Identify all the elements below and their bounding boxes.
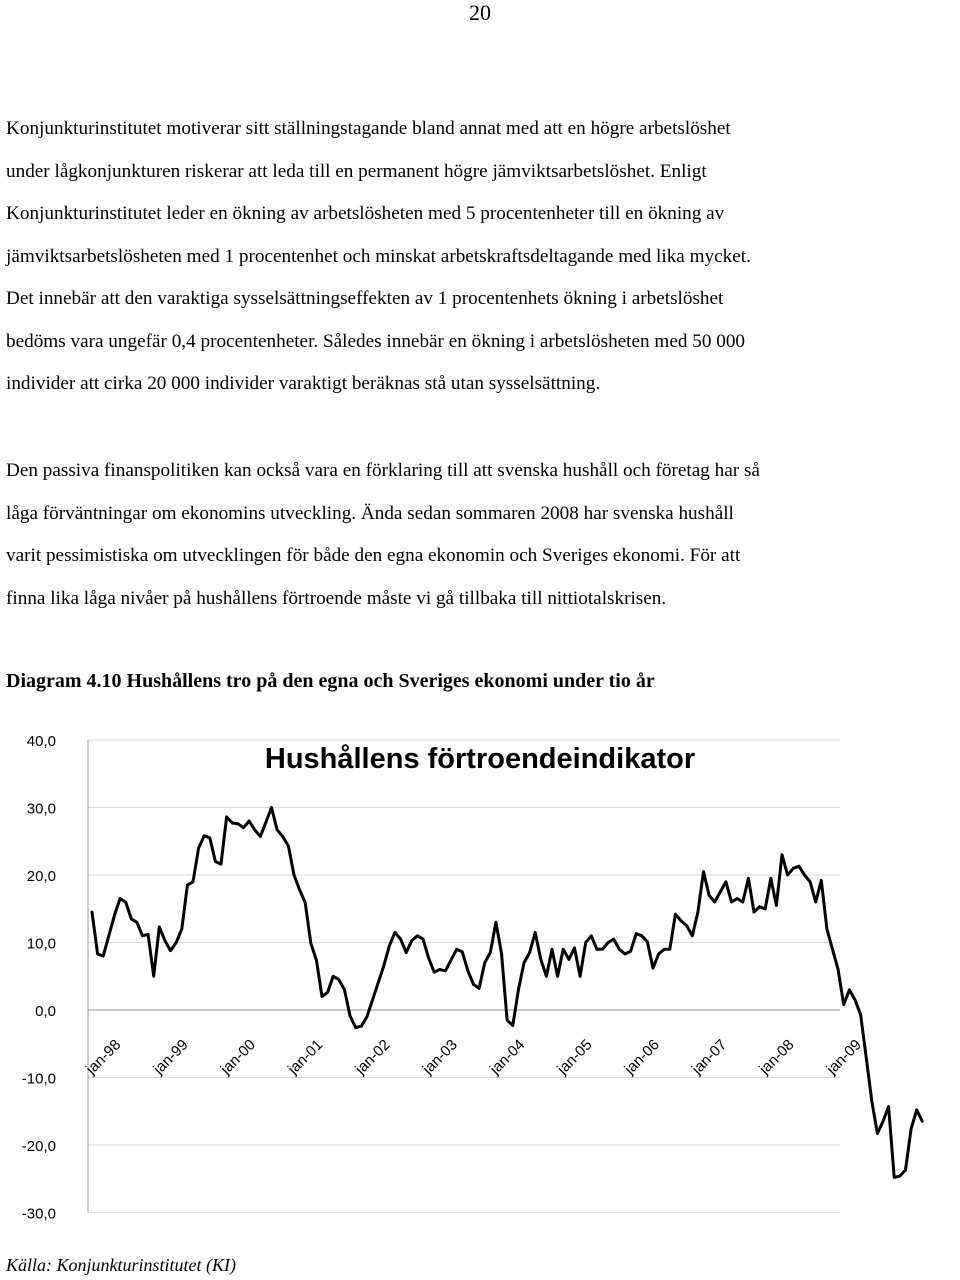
paragraph-line: Den passiva finanspolitiken kan också vara en förklaring till att svenska hushåll och företag har så [6, 460, 760, 481]
x-tick-label: jan-08 [756, 1036, 798, 1078]
source-note: Källa: Konjunkturinstitutet (KI) [6, 1255, 236, 1275]
paragraph-line: Konjunkturinstitutet motiverar sitt ställningstagande bland annat med att en högre arbetslöshet [6, 118, 731, 139]
paragraph-line: Det innebär att den varaktiga sysselsättningseffekten av 1 procentenhets ökning i arbetslöshet [6, 288, 724, 309]
paragraph-line: Konjunkturinstitutet leder en ökning av arbetslösheten med 5 procentenheter till en ökning av [6, 203, 725, 224]
y-tick-label: -10,0 [21, 1070, 56, 1088]
page-number: 20 [469, 0, 491, 25]
paragraph-line: bedöms vara ungefär 0,4 procentenheter. Således innebär en ökning i arbetslösheten med 50 000 [6, 330, 746, 352]
x-tick-label: jan-98 [82, 1036, 125, 1078]
paragraph-1 [6, 108, 956, 406]
confidence-chart [0, 720, 960, 1250]
paragraph-2 [6, 450, 956, 620]
y-tick-label: 0,0 [35, 1003, 56, 1020]
paragraph-line: låga förväntningar om ekonomins utveckling. Ända sedan sommaren 2008 har svenska hushåll [6, 502, 734, 524]
paragraph-line: individer att cirka 20 000 individer varaktigt beräknas stå utan sysselsättning. [6, 373, 601, 394]
y-tick-label: 30,0 [26, 800, 56, 818]
x-tick-label: jan-05 [554, 1036, 596, 1078]
x-tick-label: jan-02 [352, 1036, 394, 1078]
x-tick-label: jan-09 [823, 1036, 865, 1078]
x-tick-label: jan-06 [621, 1036, 663, 1078]
chart-title: Hushållens förtroendeindikator [264, 743, 696, 775]
paragraph-line: finna lika låga nivåer på hushållens förtroende måste vi gå tillbaka till nittiotalskrisen. [6, 587, 667, 609]
x-tick-label: jan-07 [688, 1036, 731, 1078]
y-tick-label: -20,0 [21, 1138, 56, 1155]
y-tick-label: 40,0 [26, 733, 56, 750]
y-tick-label: 10,0 [26, 935, 56, 953]
x-tick-label: jan-04 [486, 1036, 529, 1078]
diagram-caption: Diagram 4.10 Hushållens tro på den egna och Sveriges ekonomi under tio år [6, 670, 655, 692]
x-tick-label: jan-01 [284, 1036, 327, 1078]
x-tick-label: jan-99 [150, 1036, 192, 1078]
x-tick-label: jan-00 [217, 1036, 259, 1078]
paragraph-line: under lågkonjunkturen riskerar att leda till en permanent högre jämviktsarbetslöshet. Enligt [6, 160, 707, 182]
x-tick-label: jan-03 [419, 1036, 461, 1078]
series-line [92, 808, 922, 1178]
paragraph-line: jämviktsarbetslösheten med 1 procentenhet och minskat arbetskraftsdeltagande med lika mycket. [6, 245, 751, 267]
y-tick-label: -30,0 [21, 1205, 56, 1223]
y-tick-label: 20,0 [26, 868, 56, 885]
paragraph-line: varit pessimistiska om utvecklingen för både den egna ekonomin och Sveriges ekonomi. För att [6, 545, 741, 566]
